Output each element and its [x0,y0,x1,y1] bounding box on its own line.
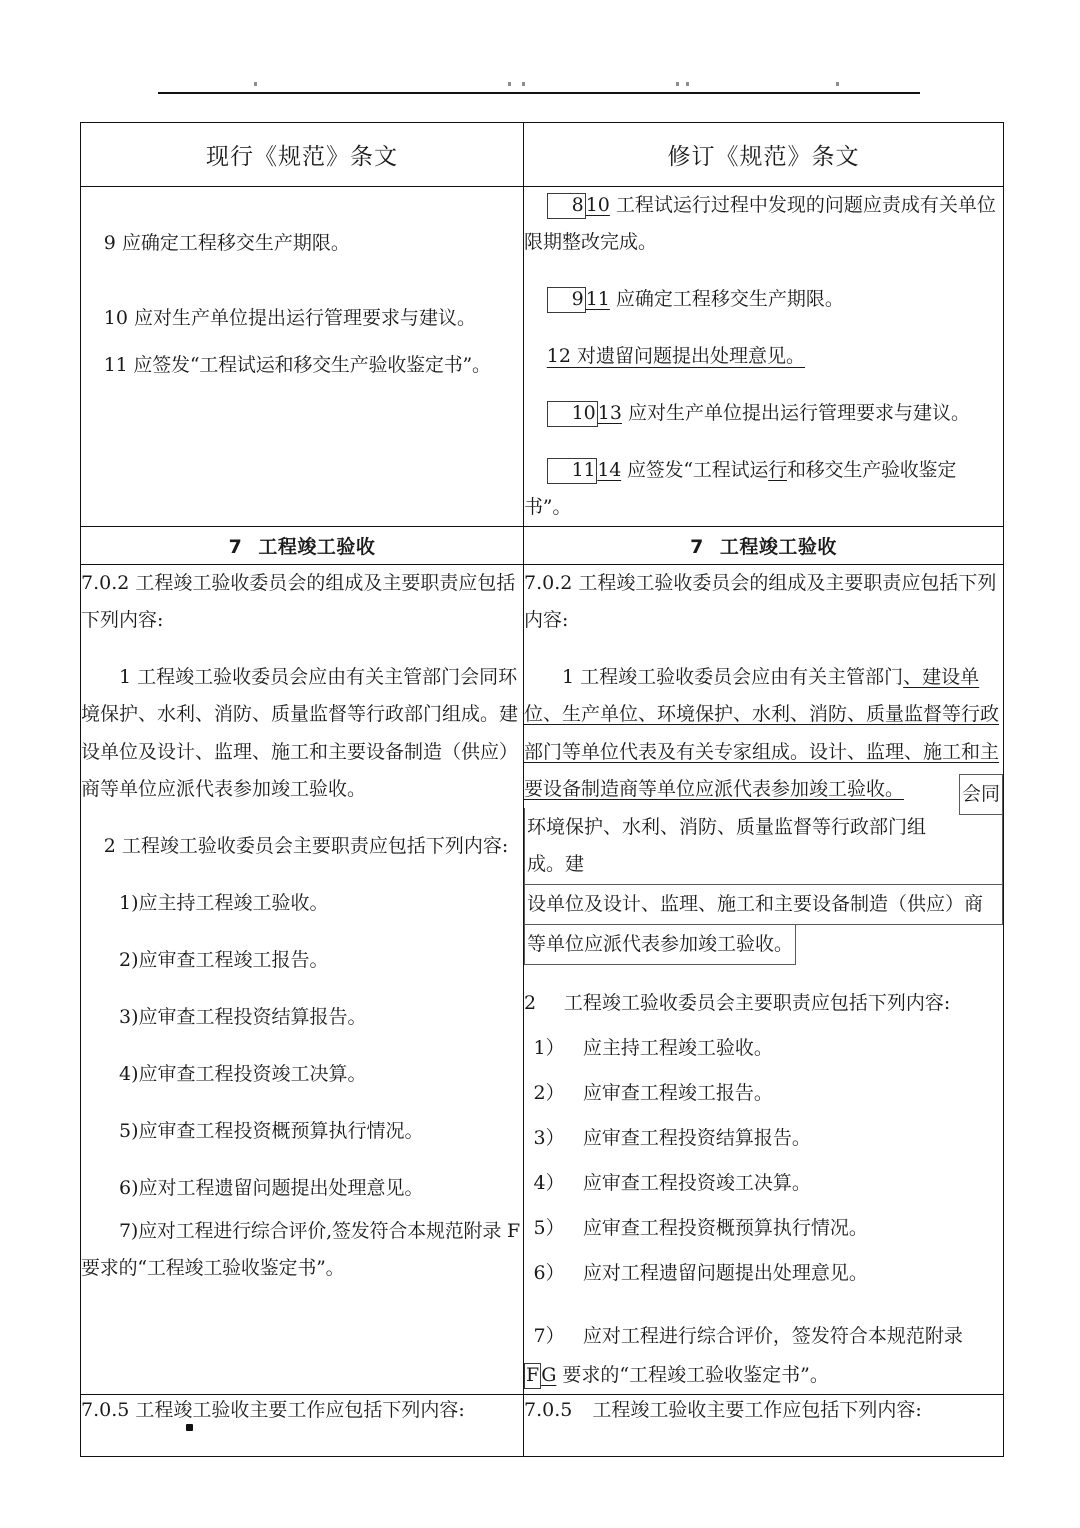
cell-current-clause-702 [81,565,524,1395]
sub-item-text: 应审查工程投资结算报告。 [138,1005,367,1028]
sub-item-number: 6) [119,1176,139,1199]
sub-item [81,1170,523,1207]
sub-item-text: 应审查工程投资竣工决算。 [138,1062,367,1085]
header-mark [254,82,257,86]
cell-revised-clause-705 [524,1395,1004,1457]
sub-item-number: 4) [119,1062,139,1085]
clause-number: 7.0.5 [524,1399,573,1422]
list-item-revised [524,281,1003,318]
deleted-number: 8 [547,193,586,219]
sub-item-text: 应审查工程投资结算报告。 [582,1126,811,1149]
clause-item-1-revised [524,659,1003,807]
sub-item-text: 应审查工程竣工报告。 [582,1081,773,1104]
deleted-line: 等单位应派代表参加竣工验收。 [524,925,796,965]
section-name: 工程竣工验收 [719,536,837,559]
sub-item-number: 7) [119,1219,139,1242]
sub-item-number: 6） [533,1262,565,1285]
section-title-right [524,527,1004,565]
sub-item-text-b: 要求的“工程竣工验收鉴定书”。 [562,1364,829,1387]
table-row [81,565,1004,1395]
sub-item [524,1120,1003,1157]
inserted-character: 行 [768,459,787,482]
cell-revised-items [524,187,1004,527]
inserted-number: 11 [585,288,610,311]
sub-item-text: 应对工程进行综合评价,签发符合本规范附录 F 要求的“工程竣工验收鉴定书”。 [81,1219,520,1279]
section-title-row [81,527,1004,565]
sub-item [81,1213,523,1287]
section-number: 7 [690,536,704,559]
sub-item-number: 1) [119,891,139,914]
section-title-left [81,527,524,565]
deleted-line: 设单位及设计、监理、施工和主要设备制造（供应）商 [524,885,1003,925]
kept-head: 1 工程竣工验收委员会应由有关主管部门 [562,666,904,689]
sub-item [524,1030,1003,1067]
sub-item-continuation [524,1357,1003,1394]
deleted-appendix-letter: F [524,1363,541,1389]
table-header-row [81,123,1004,187]
page-header-rule [158,92,920,94]
clause-item-2 [524,985,1003,1022]
clause-item-2: 2 工程竣工验收委员会主要职责应包括下列内容: [103,834,509,857]
sub-item-number: 5) [119,1119,139,1142]
sub-item [81,885,523,922]
section-name: 工程竣工验收 [258,536,376,559]
sub-item-text-a: 应对工程进行综合评价，签发符合本规范附录 [582,1325,963,1348]
clause-item-1: 1 工程竣工验收委员会应由有关主管部门会同环境保护、水利、消防、质量监督等行政部门组成。建设单位及设计、监理、施工和主要设备制造（供应）商等单位应派代表参加竣工验收。 [81,666,519,800]
sub-item-text: 应主持工程竣工验收。 [582,1036,773,1059]
cell-current-items [81,187,524,527]
sub-item [524,1255,1003,1292]
sub-item [81,1113,523,1150]
sub-item [524,1210,1003,1247]
sub-item-text: 应对工程遗留问题提出处理意见。 [582,1262,868,1285]
inserted-line: 12 对遗留问题提出处理意见。 [546,345,806,368]
column-header-revised: 修订《规范》条文 [524,123,1004,187]
sub-item-text: 应审查工程竣工报告。 [138,948,329,971]
item-text: 应对生产单位提出运行管理要求与建议。 [628,402,971,425]
sub-item [81,942,523,979]
sub-item-text: 应审查工程投资概预算执行情况。 [582,1217,868,1240]
section-number: 7 [228,536,243,559]
list-item-revised [524,395,1003,432]
sub-item-number: 7） [533,1325,565,1348]
clause-intro: 7.0.2 工程竣工验收委员会的组成及主要职责应包括下列内容: [81,572,516,632]
inserted-number: 10 [585,194,610,216]
table-row [81,1395,1004,1457]
header-mark [508,82,511,86]
sub-item [524,1075,1003,1112]
inserted-number: 13 [597,402,622,425]
column-header-current: 现行《规范》条文 [81,123,524,187]
header-mark [676,82,679,86]
deleted-number: 11 [547,458,598,484]
deleted-number: 10 [547,401,598,427]
cell-revised-clause-702 [524,565,1004,1395]
clause-item-text: 工程竣工验收委员会主要职责应包括下列内容: [563,991,951,1014]
sub-item-revised [524,1318,1003,1355]
list-item-revised [524,187,1003,261]
list-item: 10 应对生产单位提出运行管理要求与建议。 [103,307,477,330]
deleted-line: 会同 [959,774,1003,815]
item-text-a: 应签发“工程试运 [627,459,769,482]
deleted-line: 环境保护、水利、消防、质量监督等行政部门组成。建 [524,808,1003,885]
header-mark [522,82,525,86]
list-item-revised [524,452,1003,526]
sub-item-text: 应审查工程投资概预算执行情况。 [138,1119,424,1142]
sub-item-number: 1） [533,1036,565,1059]
clause-item-number: 2 [524,991,537,1014]
scan-artifact-dot [186,1424,193,1431]
sub-item-text: 应主持工程竣工验收。 [138,891,329,914]
inserted-text: 、建设单位、生产单位、环境保护、水利、消防、质量监督等行政部门等单位代表及有关专家组成。设计、监理、施工和主要设备制造商等单位应派代表参加竣工验收。 [524,666,1000,800]
deleted-number: 9 [547,287,586,313]
regulation-comparison-table [80,122,1004,1457]
page-header [158,78,920,100]
inserted-number: 14 [597,459,622,482]
deleted-text-block [524,782,1003,965]
table-row [81,187,1004,527]
sub-item-number: 4） [533,1171,565,1194]
list-item: 11 应签发“工程试运和移交生产验收鉴定书”。 [103,354,491,377]
sub-item-text: 应对工程遗留问题提出处理意见。 [138,1176,424,1199]
item-text: 工程试运行过程中发现的问题应责成有关单位限期整改完成。 [524,194,996,254]
clause-text: 工程竣工验收主要工作应包括下列内容: [592,1399,922,1422]
inserted-appendix-letter: G [541,1364,557,1387]
sub-item-text: 应审查工程投资竣工决算。 [582,1171,811,1194]
sub-item-number: 3) [119,1005,139,1028]
sub-item-number: 5） [533,1217,565,1240]
sub-item-number: 2） [533,1081,565,1104]
sub-item [81,999,523,1036]
cell-current-clause-705: 7.0.5 工程竣工验收主要工作应包括下列内容: [81,1395,524,1457]
header-mark [686,82,689,86]
sub-item-number: 2) [119,948,139,971]
item-text-b: 和移交生产验收鉴定书”。 [524,459,957,519]
item-text: 应确定工程移交生产期限。 [615,288,844,311]
list-item-inserted [524,338,1003,375]
sub-item [524,1165,1003,1202]
list-item: 9 应确定工程移交生产期限。 [103,232,350,254]
header-mark [836,82,839,86]
page-header-marks [158,78,920,92]
sub-item-number: 3） [533,1126,565,1149]
sub-item [81,1056,523,1093]
clause-intro: 7.0.2 工程竣工验收委员会的组成及主要职责应包括下列内容: [524,572,997,632]
